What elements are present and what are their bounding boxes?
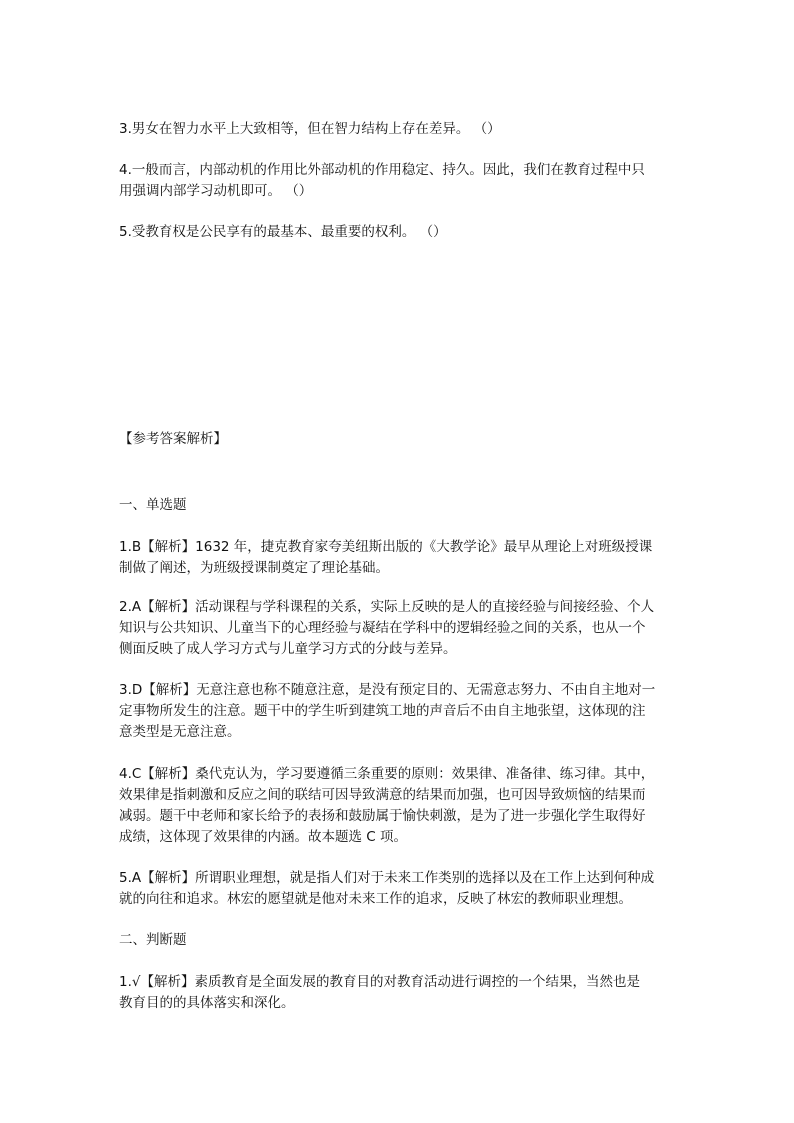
judgment-question-5 — [119, 222, 679, 243]
text-line: 意类型是无意注意。 — [119, 724, 241, 740]
text-line: 减弱。题干中老师和家长给予的表扬和鼓励属于愉快刺激，是为了进一步强化学生取得好 — [119, 808, 646, 824]
text-line: 知识与公共知识、儿童当下的心理经验与凝结在学科中的逻辑经验之间的关系，也从一个 — [119, 620, 646, 636]
text-line: 3.男女在智力水平上大致相等，但在智力结构上存在差异。 （） — [119, 121, 501, 137]
text-line: 4.C【解析】桑代克认为，学习要遵循三条重要的原则：效果律、准备律、练习律。其中， — [119, 766, 655, 782]
text-line: 1.√【解析】素质教育是全面发展的教育目的对教育活动进行调控的一个结果，当然也是 — [119, 974, 640, 990]
text-line: 效果律是指刺激和反应之间的联结可因导致满意的结果而加强，也可因导致烦恼的结果而 — [119, 787, 646, 803]
judgment-question-4 — [119, 160, 679, 202]
section-heading-judgment: 二、判断题 — [119, 932, 187, 948]
text-line: 用强调内部学习动机即可。 （） — [119, 183, 313, 199]
text-line: 定事物所发生的注意。题干中的学生听到建筑工地的声音后不由自主地张望，这体现的注 — [119, 703, 646, 719]
answer-2 — [119, 597, 679, 660]
text-line: 侧面反映了成人学习方式与儿童学习方式的分歧与差异。 — [119, 641, 457, 657]
section-heading-single-choice: 一、单选题 — [119, 497, 187, 513]
answers-title: 【参考答案解析】 — [119, 431, 227, 447]
text-line: 1.B【解析】1632 年，捷克教育家夸美纽斯出版的《大教学论》最早从理论上对班级授课 — [119, 539, 653, 555]
text-line: 就的向往和追求。林宏的愿望就是他对未来工作的追求，反映了林宏的教师职业理想。 — [119, 891, 632, 907]
text-line: 2.A【解析】活动课程与学科课程的关系，实际上反映的是人的直接经验与间接经验、个人 — [119, 599, 655, 615]
answer-4 — [119, 764, 679, 848]
text-line: 教育目的的具体落实和深化。 — [119, 995, 295, 1011]
answer-3 — [119, 680, 679, 743]
text-line: 5.受教育权是公民享有的最基本、最重要的权利。 （） — [119, 224, 447, 240]
judgment-question-3 — [119, 119, 679, 140]
answer-1 — [119, 537, 679, 579]
answer-5 — [119, 868, 679, 910]
text-line: 4.一般而言，内部动机的作用比外部动机的作用稳定、持久。因此，我们在教育过程中只 — [119, 162, 645, 178]
text-line: 制做了阐述，为班级授课制奠定了理论基础。 — [119, 560, 389, 576]
text-line: 3.D【解析】无意注意也称不随意注意，是没有预定目的、无需意志努力、不由自主地对一 — [119, 682, 656, 698]
text-line: 5.A【解析】所谓职业理想，就是指人们对于未来工作类别的选择以及在工作上达到何种成 — [119, 870, 655, 886]
text-line: 成绩，这体现了效果律的内涵。故本题选 C 项。 — [119, 829, 408, 845]
judgment-answer-1 — [119, 972, 679, 1014]
